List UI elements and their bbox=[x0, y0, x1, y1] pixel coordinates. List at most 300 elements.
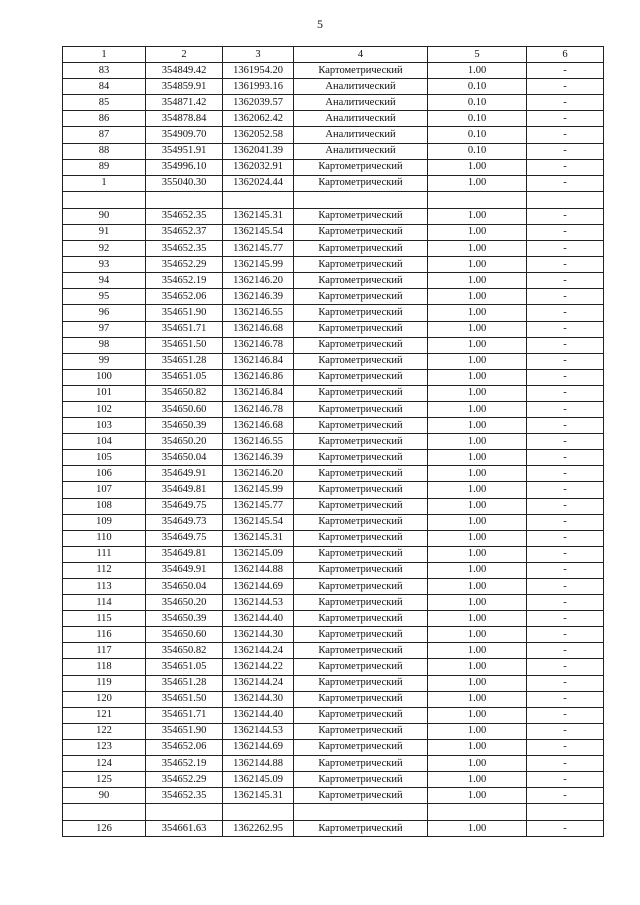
accuracy-cell: 1.00 bbox=[428, 369, 527, 385]
table-row bbox=[63, 530, 604, 546]
x-coordinate-cell: 354651.90 bbox=[146, 305, 223, 321]
x-coordinate-cell: 354649.91 bbox=[146, 562, 223, 578]
empty-cell bbox=[527, 804, 604, 821]
point-number-cell: 1 bbox=[63, 175, 146, 191]
y-coordinate-cell: 1362145.54 bbox=[223, 514, 294, 530]
y-coordinate-cell: 1362145.31 bbox=[223, 530, 294, 546]
y-coordinate-cell: 1361993.16 bbox=[223, 79, 294, 95]
y-coordinate-cell: 1362146.78 bbox=[223, 401, 294, 417]
y-coordinate-cell: 1362146.84 bbox=[223, 353, 294, 369]
method-cell: Картометрический bbox=[294, 321, 428, 337]
method-cell: Аналитический bbox=[294, 79, 428, 95]
method-cell: Картометрический bbox=[294, 643, 428, 659]
point-number-cell: 113 bbox=[63, 579, 146, 595]
y-coordinate-cell: 1362146.68 bbox=[223, 418, 294, 434]
x-coordinate-cell: 354650.60 bbox=[146, 401, 223, 417]
table-row bbox=[63, 546, 604, 562]
note-cell: - bbox=[527, 63, 604, 79]
accuracy-cell: 1.00 bbox=[428, 482, 527, 498]
separator-row bbox=[63, 191, 604, 208]
table-row bbox=[63, 289, 604, 305]
accuracy-cell: 1.00 bbox=[428, 707, 527, 723]
separator-row bbox=[63, 804, 604, 821]
point-number-cell: 122 bbox=[63, 723, 146, 739]
y-coordinate-cell: 1362144.30 bbox=[223, 691, 294, 707]
point-number-cell: 90 bbox=[63, 788, 146, 804]
table-row bbox=[63, 562, 604, 578]
empty-cell bbox=[428, 804, 527, 821]
x-coordinate-cell: 355040.30 bbox=[146, 175, 223, 191]
method-cell: Картометрический bbox=[294, 289, 428, 305]
table-row bbox=[63, 691, 604, 707]
y-coordinate-cell: 1362145.54 bbox=[223, 224, 294, 240]
note-cell: - bbox=[527, 353, 604, 369]
accuracy-cell: 1.00 bbox=[428, 450, 527, 466]
table-row bbox=[63, 434, 604, 450]
note-cell: - bbox=[527, 127, 604, 143]
x-coordinate-cell: 354651.71 bbox=[146, 707, 223, 723]
method-cell: Картометрический bbox=[294, 305, 428, 321]
table-row bbox=[63, 241, 604, 257]
y-coordinate-cell: 1362145.31 bbox=[223, 788, 294, 804]
point-number-cell: 90 bbox=[63, 208, 146, 224]
y-coordinate-cell: 1362145.09 bbox=[223, 772, 294, 788]
method-cell: Аналитический bbox=[294, 127, 428, 143]
note-cell: - bbox=[527, 257, 604, 273]
point-number-cell: 107 bbox=[63, 482, 146, 498]
point-number-cell: 85 bbox=[63, 95, 146, 111]
accuracy-cell: 1.00 bbox=[428, 514, 527, 530]
table-row bbox=[63, 385, 604, 401]
empty-cell bbox=[294, 804, 428, 821]
point-number-cell: 91 bbox=[63, 224, 146, 240]
x-coordinate-cell: 354651.50 bbox=[146, 337, 223, 353]
point-number-cell: 97 bbox=[63, 321, 146, 337]
y-coordinate-cell: 1362145.99 bbox=[223, 257, 294, 273]
x-coordinate-cell: 354649.81 bbox=[146, 482, 223, 498]
note-cell: - bbox=[527, 241, 604, 257]
method-cell: Картометрический bbox=[294, 675, 428, 691]
x-coordinate-cell: 354650.82 bbox=[146, 385, 223, 401]
x-coordinate-cell: 354650.20 bbox=[146, 595, 223, 611]
table-row bbox=[63, 143, 604, 159]
point-number-cell: 86 bbox=[63, 111, 146, 127]
y-coordinate-cell: 1362144.40 bbox=[223, 611, 294, 627]
x-coordinate-cell: 354650.20 bbox=[146, 434, 223, 450]
point-number-cell: 99 bbox=[63, 353, 146, 369]
empty-cell bbox=[63, 804, 146, 821]
y-coordinate-cell: 1362146.55 bbox=[223, 305, 294, 321]
note-cell: - bbox=[527, 224, 604, 240]
y-coordinate-cell: 1362039.57 bbox=[223, 95, 294, 111]
note-cell: - bbox=[527, 208, 604, 224]
accuracy-cell: 1.00 bbox=[428, 241, 527, 257]
point-number-cell: 98 bbox=[63, 337, 146, 353]
y-coordinate-cell: 1362062.42 bbox=[223, 111, 294, 127]
y-coordinate-cell: 1362144.24 bbox=[223, 675, 294, 691]
accuracy-cell: 1.00 bbox=[428, 821, 527, 837]
note-cell: - bbox=[527, 723, 604, 739]
note-cell: - bbox=[527, 418, 604, 434]
x-coordinate-cell: 354650.60 bbox=[146, 627, 223, 643]
point-number-cell: 106 bbox=[63, 466, 146, 482]
header-cell: 5 bbox=[428, 47, 527, 63]
note-cell: - bbox=[527, 466, 604, 482]
note-cell: - bbox=[527, 611, 604, 627]
x-coordinate-cell: 354849.42 bbox=[146, 63, 223, 79]
y-coordinate-cell: 1362144.53 bbox=[223, 723, 294, 739]
x-coordinate-cell: 354652.06 bbox=[146, 289, 223, 305]
y-coordinate-cell: 1362144.40 bbox=[223, 707, 294, 723]
method-cell: Аналитический bbox=[294, 95, 428, 111]
empty-cell bbox=[527, 191, 604, 208]
accuracy-cell: 1.00 bbox=[428, 175, 527, 191]
x-coordinate-cell: 354650.04 bbox=[146, 450, 223, 466]
note-cell: - bbox=[527, 562, 604, 578]
accuracy-cell: 1.00 bbox=[428, 546, 527, 562]
y-coordinate-cell: 1362144.24 bbox=[223, 643, 294, 659]
method-cell: Картометрический bbox=[294, 821, 428, 837]
accuracy-cell: 0.10 bbox=[428, 79, 527, 95]
y-coordinate-cell: 1362146.39 bbox=[223, 450, 294, 466]
accuracy-cell: 1.00 bbox=[428, 579, 527, 595]
accuracy-cell: 1.00 bbox=[428, 691, 527, 707]
table-body bbox=[63, 47, 604, 837]
method-cell: Картометрический bbox=[294, 241, 428, 257]
x-coordinate-cell: 354652.35 bbox=[146, 208, 223, 224]
table-row bbox=[63, 611, 604, 627]
y-coordinate-cell: 1362145.77 bbox=[223, 241, 294, 257]
accuracy-cell: 1.00 bbox=[428, 659, 527, 675]
x-coordinate-cell: 354859.91 bbox=[146, 79, 223, 95]
point-number-cell: 124 bbox=[63, 756, 146, 772]
table-row bbox=[63, 224, 604, 240]
point-number-cell: 118 bbox=[63, 659, 146, 675]
method-cell: Картометрический bbox=[294, 627, 428, 643]
note-cell: - bbox=[527, 627, 604, 643]
point-number-cell: 89 bbox=[63, 159, 146, 175]
y-coordinate-cell: 1362145.99 bbox=[223, 482, 294, 498]
point-number-cell: 87 bbox=[63, 127, 146, 143]
note-cell: - bbox=[527, 159, 604, 175]
accuracy-cell: 1.00 bbox=[428, 723, 527, 739]
note-cell: - bbox=[527, 401, 604, 417]
table-row bbox=[63, 723, 604, 739]
x-coordinate-cell: 354650.82 bbox=[146, 643, 223, 659]
point-number-cell: 100 bbox=[63, 369, 146, 385]
note-cell: - bbox=[527, 675, 604, 691]
accuracy-cell: 1.00 bbox=[428, 772, 527, 788]
table-row bbox=[63, 450, 604, 466]
x-coordinate-cell: 354650.04 bbox=[146, 579, 223, 595]
note-cell: - bbox=[527, 659, 604, 675]
x-coordinate-cell: 354651.05 bbox=[146, 659, 223, 675]
note-cell: - bbox=[527, 143, 604, 159]
note-cell: - bbox=[527, 450, 604, 466]
page-number: 5 bbox=[317, 17, 323, 31]
x-coordinate-cell: 354652.35 bbox=[146, 788, 223, 804]
y-coordinate-cell: 1362144.88 bbox=[223, 562, 294, 578]
method-cell: Картометрический bbox=[294, 434, 428, 450]
note-cell: - bbox=[527, 756, 604, 772]
accuracy-cell: 1.00 bbox=[428, 466, 527, 482]
table-row bbox=[63, 643, 604, 659]
x-coordinate-cell: 354652.29 bbox=[146, 257, 223, 273]
note-cell: - bbox=[527, 707, 604, 723]
accuracy-cell: 1.00 bbox=[428, 273, 527, 289]
point-number-cell: 95 bbox=[63, 289, 146, 305]
accuracy-cell: 1.00 bbox=[428, 418, 527, 434]
method-cell: Картометрический bbox=[294, 788, 428, 804]
accuracy-cell: 1.00 bbox=[428, 595, 527, 611]
header-cell: 2 bbox=[146, 47, 223, 63]
point-number-cell: 110 bbox=[63, 530, 146, 546]
point-number-cell: 120 bbox=[63, 691, 146, 707]
method-cell: Картометрический bbox=[294, 159, 428, 175]
header-cell: 1 bbox=[63, 47, 146, 63]
table-row bbox=[63, 659, 604, 675]
table-row bbox=[63, 353, 604, 369]
table-row bbox=[63, 401, 604, 417]
accuracy-cell: 1.00 bbox=[428, 675, 527, 691]
accuracy-cell: 1.00 bbox=[428, 643, 527, 659]
note-cell: - bbox=[527, 111, 604, 127]
accuracy-cell: 1.00 bbox=[428, 434, 527, 450]
header-cell: 3 bbox=[223, 47, 294, 63]
point-number-cell: 101 bbox=[63, 385, 146, 401]
method-cell: Картометрический bbox=[294, 562, 428, 578]
x-coordinate-cell: 354649.75 bbox=[146, 498, 223, 514]
note-cell: - bbox=[527, 739, 604, 755]
x-coordinate-cell: 354652.19 bbox=[146, 756, 223, 772]
table-row bbox=[63, 273, 604, 289]
table-row bbox=[63, 305, 604, 321]
accuracy-cell: 1.00 bbox=[428, 224, 527, 240]
point-number-cell: 116 bbox=[63, 627, 146, 643]
point-number-cell: 88 bbox=[63, 143, 146, 159]
accuracy-cell: 1.00 bbox=[428, 562, 527, 578]
accuracy-cell: 0.10 bbox=[428, 111, 527, 127]
table-row bbox=[63, 821, 604, 837]
point-number-cell: 94 bbox=[63, 273, 146, 289]
method-cell: Аналитический bbox=[294, 111, 428, 127]
point-number-cell: 93 bbox=[63, 257, 146, 273]
note-cell: - bbox=[527, 579, 604, 595]
method-cell: Картометрический bbox=[294, 595, 428, 611]
note-cell: - bbox=[527, 643, 604, 659]
header-row bbox=[63, 47, 604, 63]
accuracy-cell: 1.00 bbox=[428, 739, 527, 755]
table-row bbox=[63, 418, 604, 434]
y-coordinate-cell: 1362146.55 bbox=[223, 434, 294, 450]
x-coordinate-cell: 354651.50 bbox=[146, 691, 223, 707]
x-coordinate-cell: 354652.29 bbox=[146, 772, 223, 788]
y-coordinate-cell: 1362052.58 bbox=[223, 127, 294, 143]
table-row bbox=[63, 369, 604, 385]
method-cell: Картометрический bbox=[294, 466, 428, 482]
y-coordinate-cell: 1362144.88 bbox=[223, 756, 294, 772]
x-coordinate-cell: 354651.28 bbox=[146, 675, 223, 691]
method-cell: Картометрический bbox=[294, 530, 428, 546]
point-number-cell: 102 bbox=[63, 401, 146, 417]
table-row bbox=[63, 498, 604, 514]
y-coordinate-cell: 1362146.39 bbox=[223, 289, 294, 305]
point-number-cell: 103 bbox=[63, 418, 146, 434]
method-cell: Картометрический bbox=[294, 482, 428, 498]
x-coordinate-cell: 354650.39 bbox=[146, 611, 223, 627]
empty-cell bbox=[146, 191, 223, 208]
accuracy-cell: 1.00 bbox=[428, 788, 527, 804]
method-cell: Картометрический bbox=[294, 175, 428, 191]
accuracy-cell: 1.00 bbox=[428, 756, 527, 772]
method-cell: Картометрический bbox=[294, 337, 428, 353]
method-cell: Картометрический bbox=[294, 707, 428, 723]
y-coordinate-cell: 1362144.30 bbox=[223, 627, 294, 643]
y-coordinate-cell: 1362146.20 bbox=[223, 273, 294, 289]
point-number-cell: 114 bbox=[63, 595, 146, 611]
y-coordinate-cell: 1361954.20 bbox=[223, 63, 294, 79]
note-cell: - bbox=[527, 595, 604, 611]
x-coordinate-cell: 354650.39 bbox=[146, 418, 223, 434]
accuracy-cell: 1.00 bbox=[428, 305, 527, 321]
point-number-cell: 105 bbox=[63, 450, 146, 466]
method-cell: Картометрический bbox=[294, 546, 428, 562]
table-row bbox=[63, 627, 604, 643]
empty-cell bbox=[294, 191, 428, 208]
method-cell: Картометрический bbox=[294, 418, 428, 434]
y-coordinate-cell: 1362145.09 bbox=[223, 546, 294, 562]
accuracy-cell: 1.00 bbox=[428, 530, 527, 546]
y-coordinate-cell: 1362144.69 bbox=[223, 739, 294, 755]
accuracy-cell: 1.00 bbox=[428, 611, 527, 627]
x-coordinate-cell: 354649.81 bbox=[146, 546, 223, 562]
x-coordinate-cell: 354652.06 bbox=[146, 739, 223, 755]
method-cell: Картометрический bbox=[294, 691, 428, 707]
y-coordinate-cell: 1362144.53 bbox=[223, 595, 294, 611]
point-number-cell: 115 bbox=[63, 611, 146, 627]
point-number-cell: 96 bbox=[63, 305, 146, 321]
note-cell: - bbox=[527, 482, 604, 498]
x-coordinate-cell: 354661.63 bbox=[146, 821, 223, 837]
y-coordinate-cell: 1362146.68 bbox=[223, 321, 294, 337]
point-number-cell: 83 bbox=[63, 63, 146, 79]
method-cell: Картометрический bbox=[294, 369, 428, 385]
method-cell: Картометрический bbox=[294, 772, 428, 788]
y-coordinate-cell: 1362146.84 bbox=[223, 385, 294, 401]
note-cell: - bbox=[527, 385, 604, 401]
note-cell: - bbox=[527, 79, 604, 95]
x-coordinate-cell: 354651.71 bbox=[146, 321, 223, 337]
table-row bbox=[63, 127, 604, 143]
accuracy-cell: 1.00 bbox=[428, 208, 527, 224]
x-coordinate-cell: 354652.19 bbox=[146, 273, 223, 289]
x-coordinate-cell: 354652.37 bbox=[146, 224, 223, 240]
accuracy-cell: 0.10 bbox=[428, 95, 527, 111]
header-cell: 6 bbox=[527, 47, 604, 63]
y-coordinate-cell: 1362146.20 bbox=[223, 466, 294, 482]
table-row bbox=[63, 675, 604, 691]
note-cell: - bbox=[527, 821, 604, 837]
x-coordinate-cell: 354909.70 bbox=[146, 127, 223, 143]
x-coordinate-cell: 354878.84 bbox=[146, 111, 223, 127]
y-coordinate-cell: 1362041.39 bbox=[223, 143, 294, 159]
note-cell: - bbox=[527, 788, 604, 804]
method-cell: Картометрический bbox=[294, 273, 428, 289]
table-row bbox=[63, 788, 604, 804]
point-number-cell: 125 bbox=[63, 772, 146, 788]
method-cell: Картометрический bbox=[294, 353, 428, 369]
empty-cell bbox=[63, 191, 146, 208]
point-number-cell: 104 bbox=[63, 434, 146, 450]
table-row bbox=[63, 579, 604, 595]
table-row bbox=[63, 159, 604, 175]
table-row bbox=[63, 111, 604, 127]
table-row bbox=[63, 756, 604, 772]
empty-cell bbox=[428, 191, 527, 208]
table-row bbox=[63, 63, 604, 79]
note-cell: - bbox=[527, 369, 604, 385]
note-cell: - bbox=[527, 321, 604, 337]
table-row bbox=[63, 321, 604, 337]
y-coordinate-cell: 1362146.78 bbox=[223, 337, 294, 353]
x-coordinate-cell: 354651.28 bbox=[146, 353, 223, 369]
method-cell: Картометрический bbox=[294, 63, 428, 79]
table-row bbox=[63, 95, 604, 111]
note-cell: - bbox=[527, 514, 604, 530]
method-cell: Картометрический bbox=[294, 611, 428, 627]
point-number-cell: 92 bbox=[63, 241, 146, 257]
y-coordinate-cell: 1362032.91 bbox=[223, 159, 294, 175]
method-cell: Картометрический bbox=[294, 514, 428, 530]
accuracy-cell: 1.00 bbox=[428, 289, 527, 305]
method-cell: Картометрический bbox=[294, 579, 428, 595]
table-row bbox=[63, 208, 604, 224]
accuracy-cell: 1.00 bbox=[428, 627, 527, 643]
point-number-cell: 112 bbox=[63, 562, 146, 578]
accuracy-cell: 0.10 bbox=[428, 127, 527, 143]
accuracy-cell: 1.00 bbox=[428, 337, 527, 353]
table-row bbox=[63, 482, 604, 498]
y-coordinate-cell: 1362262.95 bbox=[223, 821, 294, 837]
table-row bbox=[63, 595, 604, 611]
empty-cell bbox=[223, 804, 294, 821]
note-cell: - bbox=[527, 273, 604, 289]
accuracy-cell: 1.00 bbox=[428, 63, 527, 79]
note-cell: - bbox=[527, 530, 604, 546]
note-cell: - bbox=[527, 289, 604, 305]
point-number-cell: 111 bbox=[63, 546, 146, 562]
accuracy-cell: 1.00 bbox=[428, 257, 527, 273]
note-cell: - bbox=[527, 434, 604, 450]
x-coordinate-cell: 354871.42 bbox=[146, 95, 223, 111]
method-cell: Картометрический bbox=[294, 756, 428, 772]
method-cell: Картометрический bbox=[294, 257, 428, 273]
note-cell: - bbox=[527, 546, 604, 562]
y-coordinate-cell: 1362145.77 bbox=[223, 498, 294, 514]
accuracy-cell: 1.00 bbox=[428, 498, 527, 514]
table-row bbox=[63, 466, 604, 482]
accuracy-cell: 1.00 bbox=[428, 385, 527, 401]
table-row bbox=[63, 772, 604, 788]
table-row bbox=[63, 337, 604, 353]
x-coordinate-cell: 354652.35 bbox=[146, 241, 223, 257]
x-coordinate-cell: 354996.10 bbox=[146, 159, 223, 175]
method-cell: Картометрический bbox=[294, 659, 428, 675]
point-number-cell: 108 bbox=[63, 498, 146, 514]
table-row bbox=[63, 707, 604, 723]
table-row bbox=[63, 514, 604, 530]
empty-cell bbox=[223, 191, 294, 208]
